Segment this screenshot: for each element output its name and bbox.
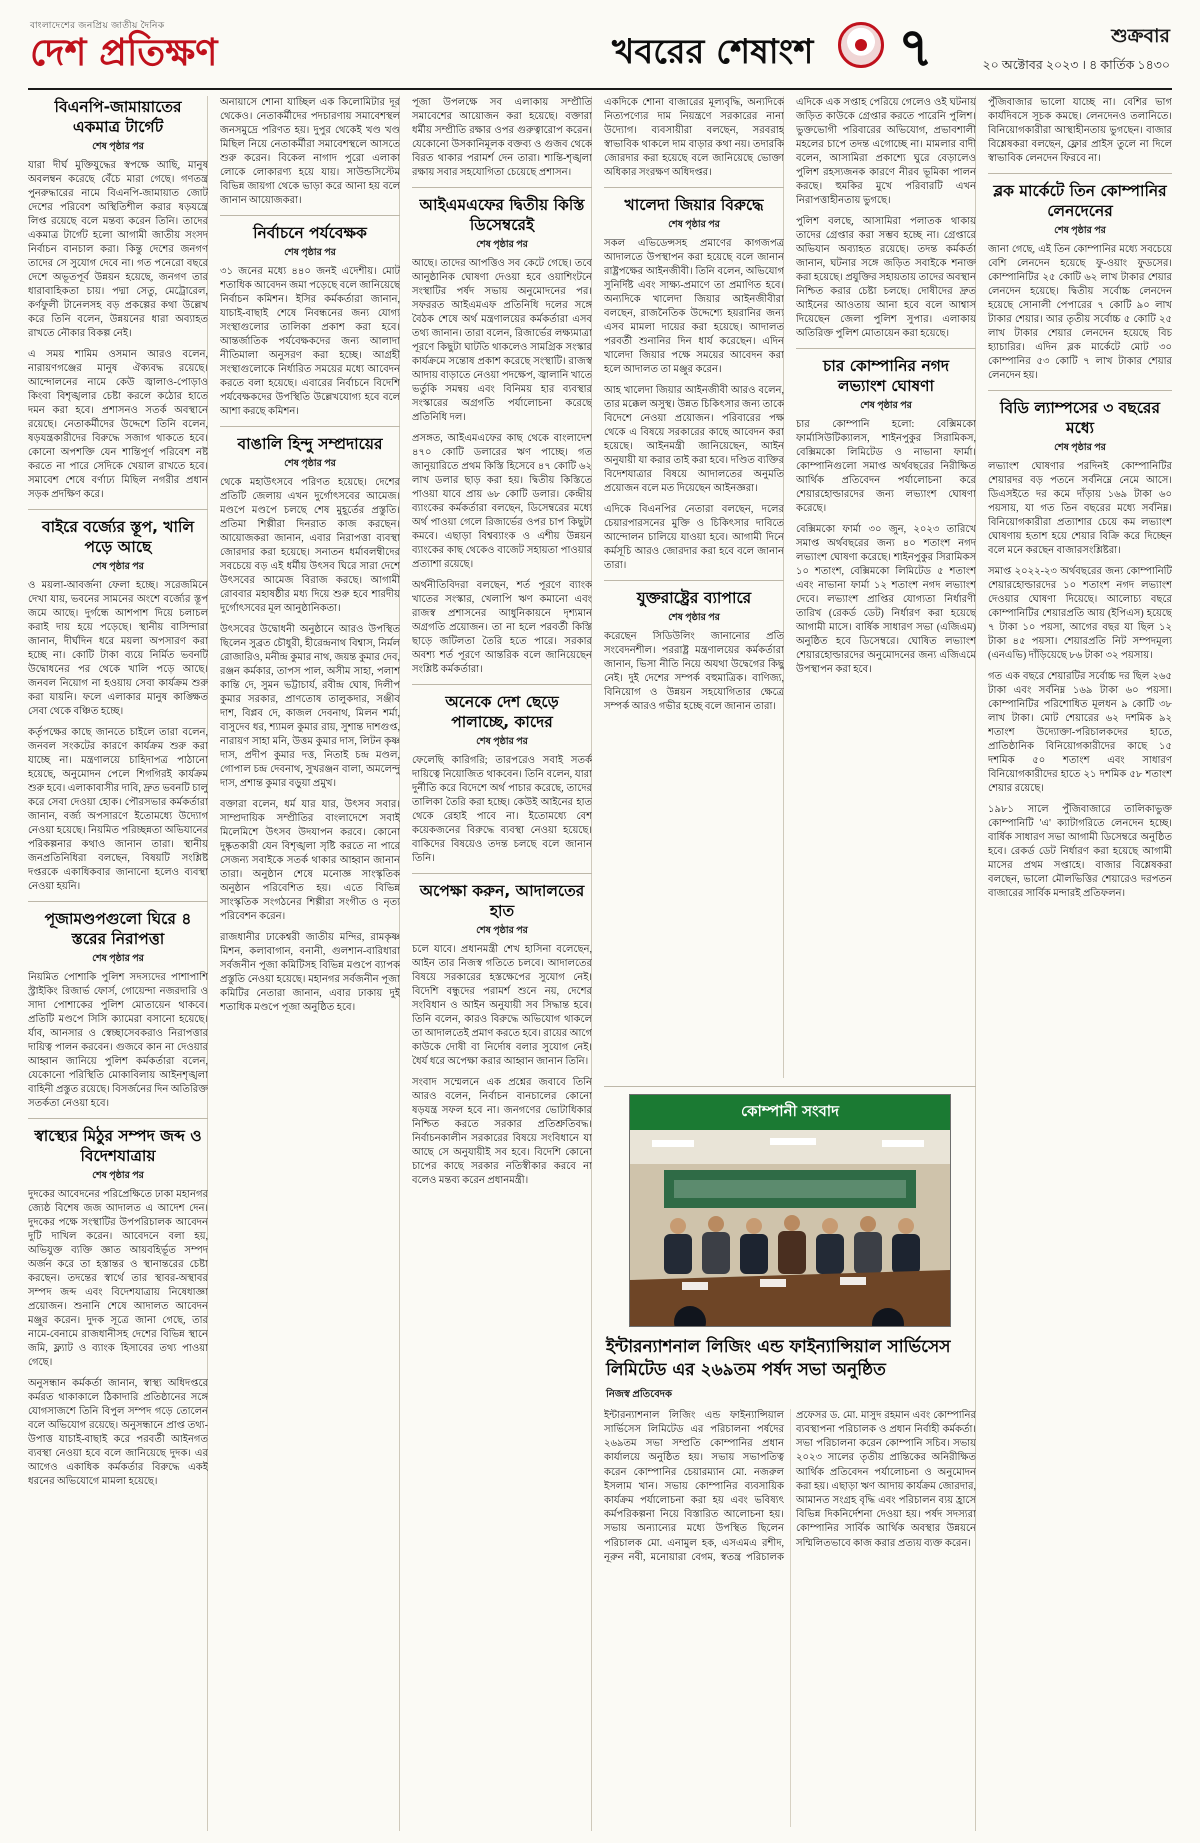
company-news-section — [604, 1086, 976, 1831]
news-story — [988, 173, 1172, 383]
continued-from-label: শেষ পৃষ্ঠার পর — [284, 458, 336, 469]
continued-from-label: শেষ পৃষ্ঠার পর — [668, 612, 720, 623]
story-headline: বাঙালি হিন্দু সম্প্রদায়ের — [237, 435, 383, 454]
story-headline: পূজামণ্ডপগুলো ঘিরে ৪ স্তরের নিরাপত্তা — [44, 909, 192, 948]
story-paragraph: সকল এভিডেন্সসহ প্রমাণের কাগজপত্র আদালতে উপস্থাপন করা হয়েছে বলে জানান রাষ্ট্রপক্ষের আইনজীবী। তিনি বলেন, অভিযোগ সুনির্দিষ্ট এবং সাক্ষ্য-প্রমাণে তা প্রমাণিত হবে। অন্যদিকে খালেদা জিয়ার আইনজীবীরা বলছেন, রাজনৈতিক উদ্দেশ্যে হয়রানির জন্য এসব মামলা দায়ের করা হয়েছে। আদালত পরবর্তী শুনানির দিন ধার্য করেছেন। এদিন খালেদা জিয়ার পক্ষে সময়ের আবেদন করা হলে আদালত তা মঞ্জুর করেন। — [604, 238, 784, 376]
story-paragraph: অনুসন্ধান কর্মকর্তা জানান, স্বাস্থ্য অধিদপ্তরে কর্মরত থাকাকালে ঠিকাদারি প্রতিষ্ঠানের সঙ্গে যোগসাজশে তিনি বিপুল সম্পদ গড়ে তোলেন বলে অভিযোগ রয়েছে। অনুসন্ধানে প্রাপ্ত তথ্য-উপাত্ত যাচাই-বাছাই করে পরবর্তী আইনগত ব্যবস্থা নেওয়া হবে বলে জানিয়েছে দুদক। এর আগেও একাধিক কর্মকর্তার বিরুদ্ধে একই ধরনের অভিযোগে মামলা হয়েছে। — [28, 1377, 208, 1487]
continued-from-label: শেষ পৃষ্ঠার পর — [92, 1170, 144, 1181]
story-headline: অনেকে দেশ ছেড়ে পালাচ্ছে, কাদের — [445, 692, 559, 731]
news-story — [796, 348, 976, 677]
company-news-byline: নিজস্ব প্রতিবেদক — [606, 1388, 673, 1400]
board-meeting-photo — [630, 1130, 950, 1326]
story-paragraph: সংবাদ সম্মেলনে এক প্রশ্নের জবাবে তিনি আরও বলেন, নির্বাচন বানচালের কোনো ষড়যন্ত্র সফল হবে না। জনগণের ভোটাধিকার নিশ্চিত করতে সরকার প্রতিশ্রুতিবদ্ধ। নির্বাচনকালীন সরকারের বিষয়ে সংবিধানে যা আছে সে অনুযায়ীই সব হবে। বিদেশি কোনো চাপের কাছে সরকার নতিস্বীকার করবে না বলেও মন্তব্য করেন প্রধানমন্ত্রী। — [412, 1076, 592, 1186]
continuation-paragraph: এদিকে এক সপ্তাহ পেরিয়ে গেলেও ওই ঘটনায় জড়িত কাউকে গ্রেপ্তার করতে পারেনি পুলিশ। ভুক্তভোগী পরিবারের অভিযোগ, প্রভাবশালী মহলের চাপে তদন্ত এগোচ্ছে না। মামলার বাদী বলেন, আসামিরা প্রকাশ্যে ঘুরে বেড়ালেও পুলিশ রহস্যজনক কারণে নীরব ভূমিকা পালন করছে। হুমকির মুখে পরিবারটি এখন নিরাপত্তাহীনতায় ভুগছে। — [796, 97, 976, 206]
news-story — [412, 187, 592, 677]
story-paragraph: ৩১ জনের মধ্যে ৪৪০ জনই এদেশীয়। মোট শতাধিক আবেদন জমা পড়েছে বলে জানিয়েছে নির্বাচন কমিশন। ইসির কর্মকর্তারা জানান, যাচাই-বাছাই শেষে নিবন্ধনের জন্য যোগ্য সংস্থাগুলোর তালিকা প্রকাশ করা হবে। আন্তর্জাতিক পর্যবেক্ষকদের জন্য আলাদা নীতিমালা অনুসরণ করা হচ্ছে। আগ্রহী সংস্থাগুলোকে নির্ধারিত সময়ের মধ্যে আবেদন করতে বলা হয়েছে। এবারের নির্বাচনে বিদেশি পর্যবেক্ষকদের উপস্থিতি উল্লেখযোগ্য হবে বলে আশা করছে কমিশন। — [220, 266, 400, 418]
story-paragraph: বক্তারা বলেন, ধর্ম যার যার, উৎসব সবার। সাম্প্রদায়িক সম্প্রীতির বাংলাদেশে সবাই মিলেমিশে উৎসব উদযাপন করবে। কোনো দুষ্কৃতকারী যেন বিশৃঙ্খলা সৃষ্টি করতে না পারে সেজন্য সবাইকে সতর্ক থাকার আহ্বান জানান তারা। অনুষ্ঠান শেষে মনোজ্ঞ সাংস্কৃতিক অনুষ্ঠান পরিবেশিত হয়। এতে বিভিন্ন সাংস্কৃতিক সংগঠনের শিল্পীরা সংগীত ও নৃত্য পরিবেশন করেন। — [220, 799, 400, 923]
story-headline: বিডি ল্যাম্পসের ৩ বছরের মধ্যে — [1000, 398, 1160, 437]
news-column-4 — [604, 96, 784, 1078]
news-column-2 — [220, 96, 400, 1831]
weekday-label: শুক্রবার — [1111, 25, 1170, 47]
story-headline: বাইরে বর্জ্যের স্তূপ, খালি পড়ে আছে — [41, 517, 195, 556]
news-story — [604, 580, 784, 714]
company-news-banner: কোম্পানী সংবাদ — [630, 1095, 950, 1130]
continuation-paragraph: পূজা উপলক্ষে সব এলাকায় সম্প্রীতি সমাবেশের আয়োজন করা হয়েছে। বক্তারা ধর্মীয় সম্প্রীতি রক্ষার ওপর গুরুত্বারোপ করেন। যেকোনো উসকানিমূলক বক্তব্য ও গুজব থেকে বিরত থাকার পরামর্শ দেন তারা। শান্তি-শৃঙ্খলা রক্ষায় সবার সহযোগিতা চেয়েছে প্রশাসন। — [412, 97, 592, 178]
news-story — [220, 426, 400, 1015]
story-paragraph: যারা দীর্ঘ মুক্তিযুদ্ধের স্বপক্ষে আছি, মানুষ অবলম্বন করেছে বেঁচে মারা গেছে। গণতন্ত্র পুনরুদ্ধারের নামে বিএনপি-জামায়াত জোট দেশের পরিবেশ অস্থিতিশীল করার ষড়যন্ত্রে লিপ্ত রয়েছে বলে মন্তব্য করেন তিনি। তাদের একমাত্র টার্গেট হলো আগামী জাতীয় সংসদ নির্বাচন বানচাল করা। কিন্তু দেশের জনগণ তাদের সে সুযোগ দেবে না। গত পনেরো বছরে দেশে অভূতপূর্ব উন্নয়ন হয়েছে, জনগণ তার ধারাবাহিকতা চায়। পদ্মা সেতু, মেট্রোরেল, কর্ণফুলী টানেলসহ বড় প্রকল্পের কথা উল্লেখ করে তিনি বলেন, উন্নয়নের ধারা অব্যাহত রাখতে নৌকার বিকল্প নেই। — [28, 159, 208, 339]
news-story — [28, 509, 208, 894]
story-paragraph: ১৯৮১ সালে পুঁজিবাজারে তালিকাভুক্ত কোম্পানিটি 'এ' ক্যাটাগরিতে লেনদেন হচ্ছে। বার্ষিক সাধারণ সভা আগামী ডিসেম্বরে অনুষ্ঠিত হবে। রেকর্ড ডেট নির্ধারণ করা হয়েছে আগামী মাসের প্রথম সপ্তাহে। বাজার বিশ্লেষকরা বলছেন, ভালো মৌলভিত্তির শেয়ারেও দরপতন বাজারের সার্বিক মন্দারই প্রতিফলন। — [988, 803, 1172, 899]
company-news-photo-box — [629, 1094, 951, 1327]
continued-from-label: শেষ পৃষ্ঠার পর — [476, 736, 528, 747]
story-paragraph: চার কোম্পানি হলো: বেক্সিমকো ফার্মাসিউটিক্যালস, শাইনপুকুর সিরামিকস, বেক্সিমকো লিমিটেড ও নাভানা ফার্মা। কোম্পানিগুলো সমাপ্ত অর্থবছরের নিরীক্ষিত আর্থিক প্রতিবেদন পর্যালোচনা করে শেয়ারহোল্ডারদের জন্য লভ্যাংশ ঘোষণা করেছে। — [796, 418, 976, 514]
story-paragraph: গত এক বছরে শেয়ারটির সর্বোচ্চ দর ছিল ২৬৫ টাকা এবং সর্বনিম্ন ১৬৯ টাকা ৬০ পয়সা। কোম্পানিটির পরিশোধিত মূলধন ৯ কোটি ৩৮ লাখ টাকা। মোট শেয়ারের ৬২ দশমিক ৯২ শতাংশ উদ্যোক্তা-পরিচালকদের হাতে, প্রাতিষ্ঠানিক বিনিয়োগকারীদের কাছে ১৫ দশমিক ৫০ শতাংশ এবং সাধারণ বিনিয়োগকারীদের হাতে ২১ দশমিক ৫৮ শতাংশ শেয়ার রয়েছে। — [988, 670, 1172, 794]
section-title: খবরের শেষাংশ — [612, 32, 814, 72]
story-paragraph: এ সময় শামিম ওসমান আরও বলেন, নারায়ণগঞ্জের মানুষ ঐক্যবদ্ধ রয়েছে। আন্দোলনের নামে কেউ জ্বালাও-পোড়াও কিংবা বিশৃঙ্খলার চেষ্টা করলে কঠোর হাতে দমন করা হবে। প্রশাসনও সতর্ক অবস্থানে রয়েছে। নেতাকর্মীদের উদ্দেশে তিনি বলেন, ষড়যন্ত্রকারীদের বিরুদ্ধে সজাগ থাকতে হবে। কোনো অপশক্তি যেন শান্তিপূর্ণ পরিবেশ নষ্ট করতে না পারে সেদিকে খেয়াল রাখতে হবে। সমাবেশ শেষে বর্ণাঢ্য মিছিল নগরীর প্রধান সড়ক প্রদক্ষিণ করে। — [28, 348, 208, 500]
masthead-title: দেশ প্রতিক্ষণ — [30, 31, 218, 74]
continued-from-label: শেষ পৃষ্ঠার পর — [92, 141, 144, 152]
continued-from-label: শেষ পৃষ্ঠার পর — [1054, 442, 1106, 453]
continued-from-label: শেষ পৃষ্ঠার পর — [668, 219, 720, 230]
news-story — [412, 873, 592, 1188]
continued-from-label: শেষ পৃষ্ঠার পর — [284, 247, 336, 258]
story-paragraph: উৎসবের উদ্বোধনী অনুষ্ঠানে আরও উপস্থিত ছিলেন সুব্রত চৌধুরী, হীরেন্দ্রনাথ বিশ্বাস, নির্মল রোজারিও, মনীন্দ্র কুমার নাথ, জয়ন্ত কুমার দেব, রঞ্জন কর্মকার, তাপস পাল, অসীম সাহা, পলাশ কান্তি দে, সুমন ভট্টাচার্য, রবীন্দ্র ঘোষ, দিলীপ কুমার সরকার, প্রাণতোষ তালুকদার, সঞ্জীব দাশ, বিপ্লব দে, কাজল দেবনাথ, মিলন শর্মা, বাসুদেব ধর, শ্যামল কুমার রায়, সুশান্ত দাশগুপ্ত, নারায়ণ সাহা মনি, উত্তম কুমার দাস, লিটন কৃষ্ণ দাস, প্রদীপ কুমার দত্ত, নিতাই চন্দ্র মণ্ডল, গোপাল চন্দ্র দেবনাথ, সুখরঞ্জন বালা, অমলেন্দু দাস, প্রশান্ত কুমার বড়ুয়া প্রমুখ। — [220, 624, 400, 790]
date-block — [983, 22, 1171, 77]
story-headline: চার কোম্পানির নগদ লভ্যাংশ ঘোষণা — [822, 357, 950, 395]
masthead-tagline: বাংলাদেশের জনপ্রিয় জাতীয় দৈনিক — [30, 20, 165, 30]
continued-from-label: শেষ পৃষ্ঠার পর — [92, 561, 144, 572]
story-paragraph: আছে। তাদের আপত্তিও সব কেটে গেছে। তবে আনুষ্ঠানিক ঘোষণা দেওয়া হবে ওয়াশিংটনে সংস্থাটির পর্ষদ সভায় অনুমোদনের পর। সফররত আইএমএফ প্রতিনিধি দলের সঙ্গে বৈঠক শেষে অর্থ মন্ত্রণালয়ের কর্মকর্তারা এসব তথ্য জানান। তারা বলেন, রিজার্ভের লক্ষ্যমাত্রা পূরণে কিছুটা ঘাটতি থাকলেও সামগ্রিক সংস্কার কার্যক্রমে সন্তোষ প্রকাশ করেছে সংস্থাটি। রাজস্ব আদায় বাড়াতে নেওয়া পদক্ষেপ, জ্বালানি খাতে ভর্তুকি সমন্বয় এবং বিনিময় হার ব্যবস্থার সংস্কারের অগ্রগতি পর্যালোচনা করেছে প্রতিনিধি দল। — [412, 257, 592, 423]
continuation-paragraph: পুলিশ বলছে, আসামিরা পলাতক থাকায় তাদের গ্রেপ্তার করা সম্ভব হচ্ছে না। গ্রেপ্তারে অভিযান অব্যাহত রয়েছে। তদন্ত কর্মকর্তা জানান, ঘটনার সঙ্গে জড়িত সবাইকে শনাক্ত করা হয়েছে। প্রযুক্তির সহায়তায় তাদের অবস্থান নিশ্চিত করার চেষ্টা চলছে। দোষীদের দ্রুত আইনের আওতায় আনা হবে বলে আশ্বাস দিয়েছেন জেলা পুলিশ সুপার। এলাকায় অতিরিক্ত পুলিশ মোতায়েন করা হয়েছে। — [796, 216, 976, 339]
continued-from-label: শেষ পৃষ্ঠার পর — [92, 953, 144, 964]
news-column-1 — [28, 96, 208, 1831]
story-paragraph: করেছেন সিডিউলিং জানানোর প্রতি সংবেদনশীল। পররাষ্ট্র মন্ত্রণালয়ের কর্মকর্তারা জানান, ভিসা নীতি নিয়ে অযথা উদ্বেগের কিছু নেই। দুই দেশের সম্পর্ক বহুমাত্রিক। বাণিজ্য, বিনিয়োগ ও উন্নয়ন সহযোগিতার ক্ষেত্রে সম্পর্ক আরও গভীর হচ্ছে বলে জানান তারা। — [604, 631, 784, 713]
story-paragraph: প্রসঙ্গত, আইএমএফের কাছ থেকে বাংলাদেশ ৪৭০ কোটি ডলারের ঋণ পাচ্ছে। গত জানুয়ারিতে প্রথম কিস্তি হিসেবে ৪৭ কোটি ৬২ লাখ ডলার ছাড় করা হয়। দ্বিতীয় কিস্তিতে পাওয়া যাবে প্রায় ৬৮ কোটি ডলার। কেন্দ্রীয় ব্যাংকের কর্মকর্তারা বলছেন, ডিসেম্বরের মধ্যে অর্থ পাওয়া গেলে রিজার্ভের ওপর চাপ কিছুটা কমবে। এছাড়া বিশ্বব্যাংক ও এশীয় উন্নয়ন ব্যাংকের কাছ থেকেও বাজেট সহায়তা পাওয়ার প্রত্যাশা রয়েছে। — [412, 432, 592, 570]
continued-from-label: শেষ পৃষ্ঠার পর — [476, 239, 528, 250]
news-story — [988, 390, 1172, 901]
story-headline: নির্বাচনে পর্যবেক্ষক — [253, 224, 367, 242]
story-headline: খালেদা জিয়ার বিরুদ্ধে — [624, 196, 764, 214]
continuation-paragraph: পুঁজিবাজার ভালো যাচ্ছে না। বেশির ভাগ কার্যদিবসে সূচক কমছে। লেনদেনও তলানিতে। বিনিয়োগকারীরা আস্থাহীনতায় ভুগছেন। বাজার বিশ্লেষকরা বলছেন, ফ্লোর প্রাইস তুলে না দিলে স্বাভাবিক লেনদেন ফিরবে না। — [988, 97, 1172, 164]
news-column-6 — [988, 96, 1172, 1831]
date-line: ২০ অক্টোবর ২০২৩ । ৪ কার্তিক ১৪৩০ — [982, 58, 1170, 72]
story-paragraph: বেক্সিমকো ফার্মা ৩০ জুন, ২০২৩ তারিখে সমাপ্ত অর্থবছরের জন্য ৪০ শতাংশ নগদ লভ্যাংশ ঘোষণা করেছে। শাইনপুকুর সিরামিকস ১০ শতাংশ, বেক্সিমকো লিমিটেড ৫ শতাংশ এবং নাভানা ফার্মা ১২ শতাংশ নগদ লভ্যাংশ দেবে। লভ্যাংশ প্রাপ্তির যোগ্যতা নির্ধারণী তারিখ (রেকর্ড ডেট) নির্ধারণ করা হয়েছে আগামী মাসে। বার্ষিক সাধারণ সভা (এজিএম) অনুষ্ঠিত হবে ডিসেম্বরে। ঘোষিত লভ্যাংশ শেয়ারহোল্ডারদের অনুমোদনের জন্য এজিএমে উপস্থাপন করা হবে। — [796, 523, 976, 675]
story-paragraph: ফেলেছি কারিগরি; তারপরেও সবাই সতর্ক দায়িত্বে নিয়োজিত থাকবেন। তিনি বলেন, যারা দুর্নীতি করে বিদেশে অর্থ পাচার করেছে, তাদের তালিকা তৈরি করা হচ্ছে। কেউই আইনের হাত থেকে রেহাই পাবে না। ইতোমধ্যে বেশ কয়েকজনের বিরুদ্ধে ব্যবস্থা নেওয়া হয়েছে। বাকিদের বিষয়েও তদন্ত চলছে বলে জানান তিনি। — [412, 754, 592, 864]
continued-from-label: শেষ পৃষ্ঠার পর — [1054, 225, 1106, 236]
company-news-headline: ইন্টারন্যাশনাল লিজিং এন্ড ফাইন্যান্সিয়াল সার্ভিসেস লিমিটেড এর ২৬৯তম পর্ষদ সভা অনুষ্ঠিত — [606, 1337, 951, 1380]
news-story — [28, 901, 208, 1111]
story-paragraph: জানা গেছে, এই তিন কোম্পানির মধ্যে সবচেয়ে বেশি লেনদেন হয়েছে ফু-ওয়াং ফুডসের। কোম্পানিটির ২৫ কোটি ৬২ লাখ টাকার শেয়ার লেনদেন হয়েছে। দ্বিতীয় সর্বোচ্চ লেনদেন হয়েছে সোনালী পেপারের ৭ কোটি ৯০ লাখ টাকার শেয়ার। আর তৃতীয় সর্বোচ্চ ৫ কোটি ২৫ লাখ টাকার শেয়ার লেনদেন হয়েছে বিচ হ্যাচারির। এদিন ব্লক মার্কেটে মোট ৩০ কোম্পানির ৫৩ কোটি ৭ লাখ টাকার শেয়ার লেনদেন হয়। — [988, 243, 1172, 381]
news-column-5 — [796, 96, 976, 1078]
newspaper-emblem-icon — [838, 22, 884, 68]
story-paragraph: রাজধানীর ঢাকেশ্বরী জাতীয় মন্দির, রামকৃষ্ণ মিশন, কলাবাগান, বনানী, গুলশান-বারিধারা সর্বজনীন পূজা কমিটিসহ বিভিন্ন মণ্ডপে ব্যাপক প্রস্তুতি নেওয়া হয়েছে। মহানগর সর্বজনীন পূজা কমিটির নেতারা জানান, এবার ঢাকায় দুই শতাধিক মণ্ডপে পূজা অনুষ্ঠিত হবে। — [220, 932, 400, 1014]
news-story — [604, 187, 784, 573]
news-story — [28, 1118, 208, 1489]
board-meeting-photo-graphic — [630, 1130, 950, 1326]
news-story — [28, 98, 208, 502]
story-paragraph: কর্তৃপক্ষের কাছে জানতে চাইলে তারা বলেন, জনবল সংকটের কারণে কার্যক্রম শুরু করা যাচ্ছে না। মন্ত্রণালয়ে চাহিদাপত্র পাঠানো হয়েছে, অনুমোদন পেলে শিগগিরই কার্যক্রম শুরু হবে। এলাকাবাসীর দাবি, দ্রুত ভবনটি চালু করে সেবা দেওয়া হোক। পৌরসভার কর্মকর্তারা জানান, বর্জ্য অপসারণে ইতোমধ্যে উদ্যোগ নেওয়া হয়েছে। নিয়মিত পরিচ্ছন্নতা অভিযানের পরিকল্পনার কথাও জানান তারা। স্থানীয় জনপ্রতিনিধিরা বলছেন, বিষয়টি সংশ্লিষ্ট দপ্তরকে একাধিকবার জানানো হলেও ব্যবস্থা নেওয়া হয়নি। — [28, 726, 208, 892]
news-story — [220, 215, 400, 419]
story-headline: ব্লক মার্কেটে তিন কোম্পানির লেনদেনের — [993, 182, 1167, 220]
story-paragraph: এদিকে বিএনপির নেতারা বলছেন, দলের চেয়ারপারসনের মুক্তি ও চিকিৎসার দাবিতে আন্দোলন চালিয়ে যাওয়া হবে। আগামী দিনে কর্মসূচি আরও জোরদার করা হবে বলে জানান তারা। — [604, 504, 784, 572]
story-headline: আইএমএফের দ্বিতীয় কিস্তি ডিসেম্বরেই — [419, 196, 585, 234]
story-paragraph: নিয়মিত পোশাকি পুলিশ সদস্যদের পাশাপাশি স্ট্রাইকিং রিজার্ভ ফোর্স, গোয়েন্দা নজরদারি ও সাদা পোশাকের পুলিশ মোতায়েন থাকবে। প্রতিটি মণ্ডপে সিসি ক্যামেরা বসানো হয়েছে। র্যাব, আনসার ও স্বেচ্ছাসেবকরাও নিরাপত্তার দায়িত্ব পালন করবেন। গুজবে কান না দেওয়ার আহ্বান জানিয়ে পুলিশ কর্মকর্তারা বলেন, যেকোনো পরিস্থিতি মোকাবিলায় আইনশৃঙ্খলা বাহিনী প্রস্তুত রয়েছে। বিসর্জনের দিন অতিরিক্ত সতর্কতা নেওয়া হবে। — [28, 971, 208, 1109]
story-paragraph: ও ময়লা-আবর্জনা ফেলা হচ্ছে। সরেজমিনে দেখা যায়, ভবনের সামনের অংশে বর্জ্যের স্তূপ জমে আছে। দুর্গন্ধে আশপাশ দিয়ে চলাচল করাই দায় হয়ে পড়েছে। স্থানীয় বাসিন্দারা জানান, দীর্ঘদিন ধরে ময়লা অপসারণ করা হচ্ছে না। কোটি টাকা ব্যয়ে নির্মিত ভবনটি উদ্বোধনের পর থেকে খালি পড়ে আছে। জনবল নিয়োগ না হওয়ায় সেবা কার্যক্রম শুরু করা যায়নি। ফলে এলাকার মানুষ কাঙ্ক্ষিত সেবা থেকে বঞ্চিত হচ্ছে। — [28, 579, 208, 717]
story-paragraph: দুদকের আবেদনের পরিপ্রেক্ষিতে ঢাকা মহানগর জ্যেষ্ঠ বিশেষ জজ আদালত এ আদেশ দেন। দুদকের পক্ষে সংস্থাটির উপপরিচালক আবেদন দুটি দাখিল করেন। আবেদনে বলা হয়, অভিযুক্ত ব্যক্তি জ্ঞাত আয়বহির্ভূত সম্পদ অর্জন করে তা হস্তান্তর ও স্থানান্তরের চেষ্টা করছেন। তদন্তের স্বার্থে তার স্থাবর-অস্থাবর সম্পদ জব্দ এবং বিদেশযাত্রায় নিষেধাজ্ঞা প্রয়োজন। শুনানি শেষে আদালত আবেদন মঞ্জুর করেন। দুদক সূত্রে জানা গেছে, তার নামে-বেনামে রাজধানীসহ দেশের বিভিন্ন স্থানে জমি, ফ্ল্যাট ও ব্যাংক হিসাবের তথ্য পাওয়া গেছে। — [28, 1188, 208, 1368]
news-column-3 — [412, 96, 592, 1831]
page-number: ৭ — [898, 16, 934, 79]
continuation-paragraph: একদিকে শোনা বাজারের মূল্যবৃদ্ধি, অন্যদিকে নিত্যপণ্যের দাম নিয়ন্ত্রণে সরকারের নানা উদ্যোগ। ব্যবসায়ীরা বলছেন, সরবরাহ স্বাভাবিক থাকলে দাম বাড়ার কথা নয়। তদারকি জোরদার করা হয়েছে বলে জানিয়েছে ভোক্তা অধিকার সংরক্ষণ অধিদপ্তর। — [604, 97, 784, 178]
story-paragraph: আহ খালেদা জিয়ার আইনজীবী আরও বলেন, তার মক্কেল অসুস্থ। উন্নত চিকিৎসার জন্য তাকে বিদেশে নেওয়া প্রয়োজন। পরিবারের পক্ষ থেকে এ বিষয়ে সরকারের কাছে আবেদন করা হয়েছে। আইনমন্ত্রী জানিয়েছেন, আইন অনুযায়ী যা করার তাই করা হবে। দণ্ডিত ব্যক্তির বিদেশযাত্রার বিষয়ে আদালতের অনুমতি প্রয়োজন বলে মত দিয়েছেন আইনজ্ঞরা। — [604, 385, 784, 495]
company-news-body: ইন্টারন্যাশনাল লিজিং এন্ড ফাইন্যান্সিয়াল সার্ভিসেস লিমিটেড এর পরিচালনা পর্ষদের ২৬৯তম সভা সম্প্রতি কোম্পানির প্রধান কার্যালয়ে অনুষ্ঠিত হয়। সভায় সভাপতিত্ব করেন কোম্পানির চেয়ারম্যান মো. নজরুল ইসলাম খান। সভায় কোম্পানির ব্যবসায়িক কার্যক্রম পর্যালোচনা করা হয় এবং ভবিষ্যৎ কর্মপরিকল্পনা নিয়ে বিস্তারিত আলোচনা হয়। সভায় অন্যান্যের মধ্যে উপস্থিত ছিলেন পরিচালক মো. এনামুল হক, এসএমএ রশীদ, নূরুন নবী, মনোয়ারা বেগম, স্বতন্ত্র পরিচালক প্রফেসর ড. মো. মাসুদ রহমান এবং কোম্পানির ব্যবস্থাপনা পরিচালক ও প্রধান নির্বাহী কর্মকর্তা। সভা পরিচালনা করেন কোম্পানি সচিব। সভায় ২০২৩ সালের তৃতীয় প্রান্তিকের অনিরীক্ষিত আর্থিক প্রতিবেদন পর্যালোচনা ও অনুমোদন করা হয়। এছাড়া ঋণ আদায় কার্যক্রম জোরদার, আমানত সংগ্রহ বৃদ্ধি এবং পরিচালন ব্যয় হ্রাসে বিভিন্ন দিকনির্দেশনা দেওয়া হয়। পর্ষদ সদস্যরা কোম্পানির সার্বিক আর্থিক অবস্থার উন্নয়নে সম্মিলিতভাবে কাজ করার প্রত্যয় ব্যক্ত করেন। — [604, 1409, 976, 1563]
story-paragraph: সমাপ্ত ২০২২-২৩ অর্থবছরের জন্য কোম্পানিটি শেয়ারহোল্ডারদের ১০ শতাংশ নগদ লভ্যাংশ দেওয়ার ঘোষণা দিয়েছে। আলোচ্য বছরে কোম্পানিটির শেয়ারপ্রতি আয় (ইপিএস) হয়েছে ৭ টাকা ১০ পয়সা, আগের বছর যা ছিল ১২ টাকা ৪৫ পয়সা। শেয়ারপ্রতি নিট সম্পদমূল্য (এনএভি) দাঁড়িয়েছে ৮৬ টাকা ৩২ পয়সায়। — [988, 565, 1172, 661]
continuation-paragraph: অনায়াসে শোনা যাচ্ছিল এক কিলোমিটার দূর থেকেও। নেতাকর্মীদের পদচারণায় সমাবেশস্থল জনসমুদ্রে পরিণত হয়। দুপুর থেকেই খণ্ড খণ্ড মিছিল নিয়ে নেতাকর্মীরা সমাবেশস্থলে আসতে শুরু করেন। বিকেল নাগাদ পুরো এলাকা লোকে লোকারণ্য হয়ে যায়। সাউন্ডসিস্টেম বিভিন্ন জায়গা থেকে ভাড়া করে আনা হয় বলে জানান আয়োজকরা। — [220, 97, 400, 206]
masthead — [30, 18, 218, 73]
story-headline: অপেক্ষা করুন, আদালতের হাত — [419, 881, 585, 920]
story-paragraph: চলে যাবে। প্রধানমন্ত্রী শেখ হাসিনা বলেছেন, আইন তার নিজস্ব গতিতে চলবে। আদালতের বিষয়ে সরকারের হস্তক্ষেপের সুযোগ নেই। বিদেশি বন্ধুদের পরামর্শ শুনে নয়, দেশের সংবিধান ও আইন অনুযায়ী সব সিদ্ধান্ত হবে। তিনি বলেন, কারও বিরুদ্ধে অভিযোগ থাকলে তা আদালতেই প্রমাণ করতে হবে। রায়ের আগে কাউকে দোষী বা নির্দোষ বলার সুযোগ নেই। ধৈর্য ধরে অপেক্ষা করার আহ্বান জানান তিনি। — [412, 943, 592, 1067]
story-headline: বিএনপি-জামায়াতের একমাত্র টার্গেট — [54, 98, 182, 136]
continued-from-label: শেষ পৃষ্ঠার পর — [476, 925, 528, 936]
header-divider — [28, 88, 1172, 90]
story-paragraph: থেকে মহাউৎসবে পরিণত হয়েছে। দেশের প্রতিটি জেলায় এখন দুর্গোৎসবের আমেজ। মণ্ডপে মণ্ডপে চলছে শেষ মুহূর্তের প্রস্তুতি। প্রতিমা শিল্পীরা দিনরাত কাজ করছেন। আয়োজকরা জানান, এবার নিরাপত্তা ব্যবস্থা জোরদার করা হয়েছে। সনাতন ধর্মাবলম্বীদের সবচেয়ে বড় এই ধর্মীয় উৎসব ঘিরে সারা দেশে উৎসবের আমেজ বিরাজ করছে। আগামী রোববার মহাষষ্ঠীর মধ্য দিয়ে শুরু হবে শারদীয় দুর্গোৎসবের মূল আনুষ্ঠানিকতা। — [220, 477, 400, 615]
continued-from-label: শেষ পৃষ্ঠার পর — [860, 400, 912, 411]
story-headline: যুক্তরাষ্ট্রের ব্যাপারে — [636, 589, 752, 608]
news-story — [412, 684, 592, 866]
story-paragraph: অর্থনীতিবিদরা বলছেন, শর্ত পূরণে ব্যাংক খাতের সংস্কার, খেলাপি ঋণ কমানো এবং রাজস্ব প্রশাসনের আধুনিকায়নে দৃশ্যমান অগ্রগতি প্রয়োজন। তা না হলে পরবর্তী কিস্তি ছাড়ে জটিলতা তৈরি হতে পারে। সরকার অবশ্য শর্ত পূরণে আন্তরিক বলে জানিয়েছেন সংশ্লিষ্ট কর্মকর্তারা। — [412, 579, 592, 675]
story-paragraph: লভ্যাংশ ঘোষণার পরদিনই কোম্পানিটির শেয়ারদর বড় পতনে সর্বনিম্নে নেমে আসে। ডিএসইতে দর কমে দাঁড়ায় ১৬৯ টাকা ৬০ পয়সায়, যা গত তিন বছরের মধ্যে সর্বনিম্ন। বিনিয়োগকারীরা প্রত্যাশার চেয়ে কম লভ্যাংশ ঘোষণায় হতাশ হয়ে শেয়ার বিক্রি করে দিচ্ছেন বলে মনে করছেন বাজারসংশ্লিষ্টরা। — [988, 460, 1172, 556]
story-headline: স্বাস্থ্যের মিঠুর সম্পদ জব্দ ও বিদেশযাত্রায় — [34, 1126, 202, 1165]
